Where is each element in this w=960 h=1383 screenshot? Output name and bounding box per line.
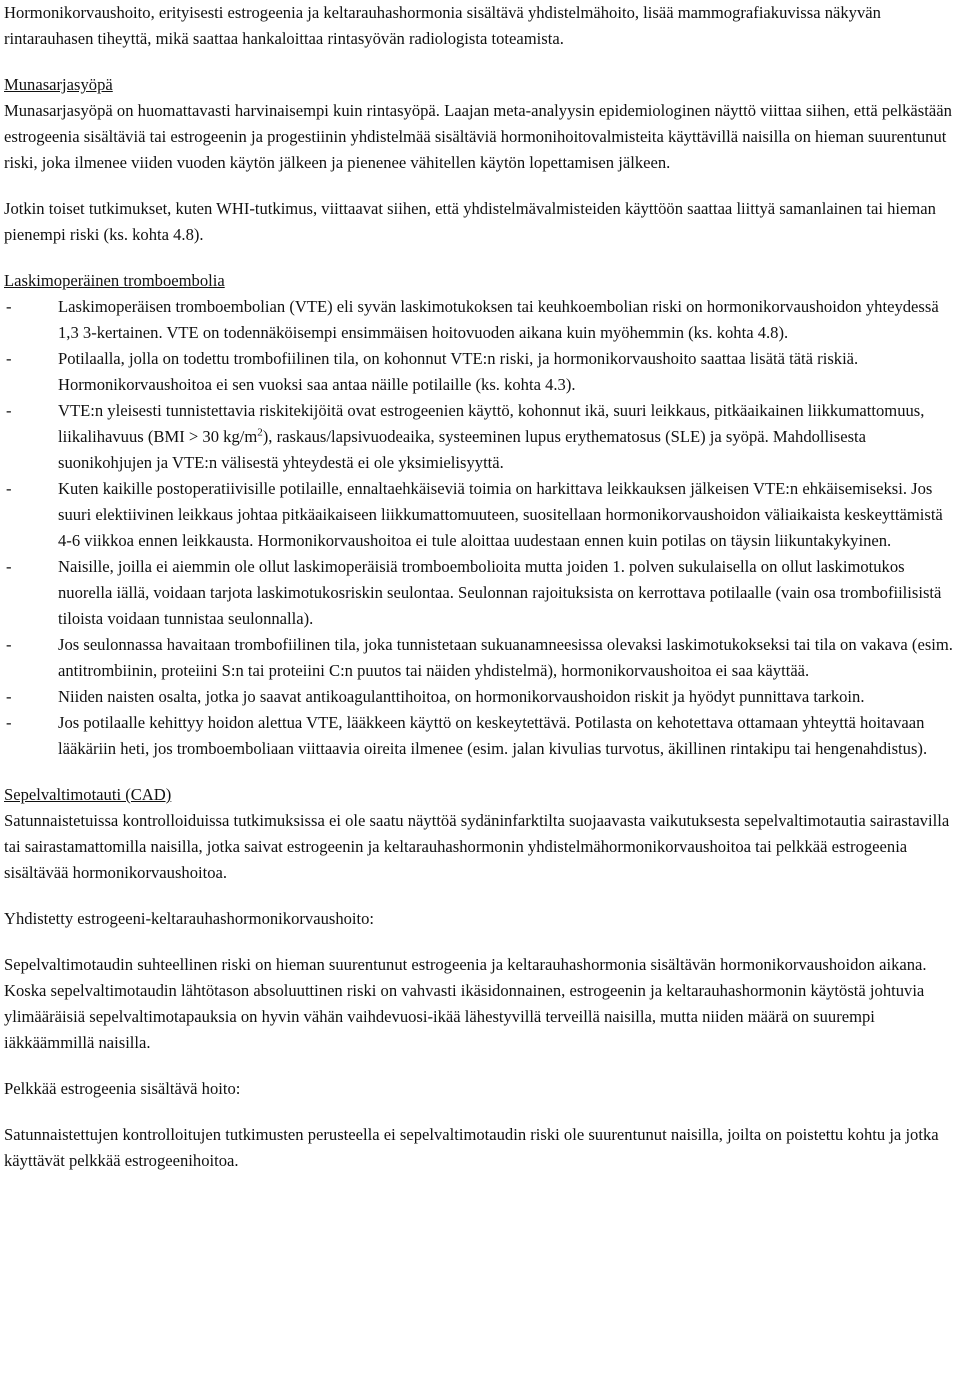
cad-section: [4, 782, 958, 1174]
intro-paragraph: Hormonikorvaushoito, erityisesti estrogeenia ja keltarauhashormonia sisältävä yhdistelmähoito, lisää mammografiakuvissa näkyvän rintarauhasen tiheyttä, mikä saattaa hankaloittaa rintasyövän radiologista toteamista.: [4, 3, 881, 48]
list-item: - Jos seulonnassa havaitaan trombofiilinen tila, joka tunnistetaan sukuanamneesissa olevaksi laskimotukokseksi tai tila on vakava (esim. antitrombiinin, proteiini S:n tai proteiini C:n puutos tai näiden yhdistelmä), hormonikorvaushoitoa ei saa käyttää.: [4, 632, 958, 684]
ovarian-section: [4, 72, 958, 248]
bmi-item-superscript: 2: [257, 426, 263, 439]
ovarian-paragraph-2: Jotkin toiset tutkimukset, kuten WHI-tutkimus, viittaavat siihen, että yhdistelmävalmisteiden käyttöön saattaa liittyä samanlainen tai hieman pienempi riski (ks. kohta 4.8).: [4, 199, 936, 244]
ovarian-heading: Munasarjasyöpä: [4, 75, 113, 94]
list-item: - Jos potilaalle kehittyy hoidon alettua VTE, lääkkeen käyttö on keskeytettävä. Potilasta on kehotettava ottamaan yhteyttä hoitavaan lääkäriin heti, jos tromboemboliaan viittaavia oireita ilmenee (esim. jalan kivulias turvotus, äkillinen rintakipu tai hengenahdistus).: [4, 710, 958, 762]
list-item: [4, 398, 958, 476]
list-item: - Kuten kaikille postoperatiivisille potilaille, ennaltaehkäiseviä toimia on harkittava leikkauksen jälkeisen VTE:n ehkäisemiseksi. Jos suuri elektiivinen leikkaus johtaa pitkäaikaiseen liikkumattomuuteen, suositellaan hormonikorvaushoidon väliaikaista keskeyttämistä 4-6 viikkoa ennen leikkausta. Hormonikorvaushoitoa ei tule aloittaa uudestaan ennen kuin potilas on täysin liikuntakykyinen.: [4, 476, 958, 554]
estrogen-only-title: Pelkkää estrogeenia sisältävä hoito:: [4, 1079, 241, 1098]
list-item: - Niiden naisten osalta, jotka jo saavat antikoagulanttihoitoa, on hormonikorvaushoidon riskit ja hyödyt punnittava tarkoin.: [4, 684, 958, 710]
list-item: - Potilaalla, jolla on todettu trombofiilinen tila, on kohonnut VTE:n riski, ja hormonikorvaushoito saattaa lisätä tätä riskiä. Hormonikorvaushoitoa ei sen vuoksi saa antaa näille potilaille (ks. kohta 4.3).: [4, 346, 958, 398]
vte-heading: Laskimoperäinen tromboembolia: [4, 271, 225, 290]
bmi-item-text-after: ), raskaus/lapsivuodeaika, systeeminen lupus erythematosus (SLE) ja syöpä. Mahdollisesta suonikohjujen ja VTE:n välisestä yhteydestä ei ole yksimielisyyttä.: [58, 427, 867, 472]
combined-therapy-title: Yhdistetty estrogeeni-keltarauhashormonikorvaushoito:: [4, 909, 375, 928]
vte-section: [4, 268, 958, 762]
estrogen-only-text: Satunnaistettujen kontrolloitujen tutkimusten perusteella ei sepelvaltimotaudin riski ole suurentunut naisilla, joilta on poistettu kohtu ja jotka käyttävät pelkkää estrogeenihoitoa.: [4, 1125, 939, 1170]
list-item: - Naisille, joilla ei aiemmin ole ollut laskimoperäisiä tromboembolioita mutta joiden 1. polven sukulaisella on ollut laskimotukos nuorella iällä, voidaan tarjota laskimotukosriskin seulontaa. Seulonnan rajoituksista on kerrottava potilaalle (vain osa trombofiilisistä tiloista voidaan tunnistaa seulonnalla).: [4, 554, 958, 632]
vte-list: [4, 294, 958, 762]
cad-heading: Sepelvaltimotauti (CAD): [4, 785, 172, 804]
combined-therapy-text: Sepelvaltimotaudin suhteellinen riski on hieman suurentunut estrogeenia ja keltarauhashormonia sisältävän hormonikorvaushoidon aikana. Koska sepelvaltimotaudin lähtötason absoluuttinen riski on vahvasti ikäsidonnainen, estrogeenin ja keltarauhashormonin käytöstä johtuvia ylimääräisiä sepelvaltimotapauksia on hyvin vähän vaihdevuosi-ikää lähestyvillä terveillä naisilla, mutta niiden määrä on suurempi iäkkäämmillä naisilla.: [4, 955, 927, 1052]
bmi-item-text-before: VTE:n yleisesti tunnistettavia riskitekijöitä ovat estrogeenien käyttö, kohonnut ikä, suuri leikkaus, pitkäaikainen liikkumattomuus, liikalihavuus (BMI > 30 kg/m: [58, 401, 925, 446]
ovarian-paragraph-1: Munasarjasyöpä on huomattavasti harvinaisempi kuin rintasyöpä. Laajan meta-analyysin epidemiologinen näyttö viittaa siihen, että pelkästään estrogeenia sisältäviä tai estrogeenin ja progestiinin yhdistelmää sisältäviä hormonihoitovalmisteita käyttävillä naisilla on hieman suurentunut riski, joka ilmenee viiden vuoden käytön jälkeen ja pienenee vähitellen käytön lopettamisen jälkeen.: [4, 101, 952, 172]
cad-paragraph-1: Satunnaistetuissa kontrolloiduissa tutkimuksissa ei ole saatu näyttöä sydäninfarktilta suojaavasta vaikutuksesta sepelvaltimotautia sairastavilla tai sairastamattomilla naisilla, jotka saivat estrogeenin ja keltarauhashormonin yhdistelmähormonikorvaushoitoa tai pelkkää estrogeenia sisältävää hormonikorvaushoitoa.: [4, 811, 950, 882]
list-item: - Laskimoperäisen tromboembolian (VTE) eli syvän laskimotukoksen tai keuhkoembolian riski on hormonikorvaushoidon yhteydessä 1,3 3-kertainen. VTE on todennäköisempi ensimmäisen hoitovuoden aikana kuin myöhemmin (ks. kohta 4.8).: [4, 294, 958, 346]
